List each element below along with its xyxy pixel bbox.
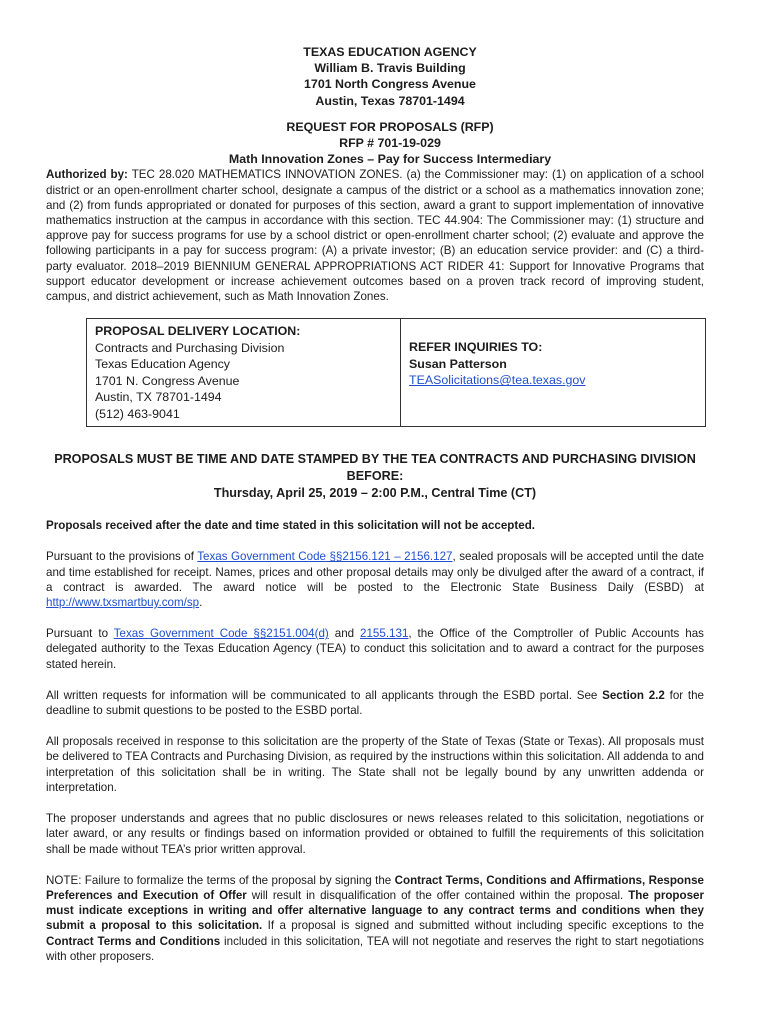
gov-code-2156-link[interactable]: Texas Government Code §§2156.121 – 2156.127 bbox=[197, 550, 453, 564]
inquiries-cell bbox=[401, 319, 706, 427]
authorized-label: Authorized by: bbox=[46, 168, 128, 182]
p2-text: , the Office of the Comptroller of Public Accounts has delegated authority to the Texas Education Agency (TEA) to conduct this solicitation and to award a contract for the purposes stated herein. bbox=[46, 627, 704, 671]
paragraph-written-requests bbox=[46, 688, 704, 718]
p3-text: All written requests for information will be communicated to all applicants through the ESBD portal. See bbox=[46, 688, 603, 702]
rfp-number: RFP # 701-19-029 bbox=[339, 136, 441, 151]
contact-name: Susan Patterson bbox=[409, 356, 507, 371]
p2-text: and bbox=[328, 627, 361, 641]
document-header bbox=[76, 44, 704, 167]
delivery-title: PROPOSAL DELIVERY LOCATION: bbox=[95, 324, 301, 339]
delivery-line: Austin, TX 78701-1494 bbox=[95, 390, 222, 405]
deadline-block bbox=[46, 451, 704, 502]
note-bold: Contract Terms, Conditions and Affirmations, Response Preferences and Execution of Offer bbox=[46, 873, 704, 902]
building-name: William B. Travis Building bbox=[314, 61, 466, 76]
note-text: If a proposal is signed and submitted without including specific exceptions to the bbox=[262, 919, 704, 933]
authorized-text: TEC 28.020 MATHEMATICS INNOVATION ZONES. (a) the Commissioner may: (1) on application of a school district or an open-enrollment charter school, designate a campus of the district or a school as a mathematics innovation zone; and (2) from funds appropriated or donated for purposes of this section, award a grant to support implementation of innovative mathematics instruction at the campus in accordance with this section. TEC 44.904: The Commissioner may: (1) structure and approve pay for success programs for use by a school district or open-enrollment charter school; (2) evaluate and approve the following participants in a pay for success program: (A) a private investor; (B) an education service provider: and (C) a third-party evaluator. 2018–2019 BIENNIUM GENERAL APPROPRIATIONS ACT RIDER 41: Support for Innovative Programs that support educator development or increase achievement outcomes based on a proven track record of improving student, campus, and district achievement, such as Math Innovation Zones. bbox=[46, 168, 704, 304]
section-reference: Section 2.2 bbox=[602, 688, 665, 702]
paragraph-disclosures: The proposer understands and agrees that no public disclosures or news releases related to this solicitation, negotiations or later award, or any results or findings based on information provided or obtained to fulfill the requirements of this solicitation shall be made without TEA’s prior written approval. bbox=[46, 812, 704, 856]
paragraph-property: All proposals received in response to this solicitation are the property of the State of Texas (State or Texas). All proposals must be delivered to TEA Contracts and Purchasing Division, as required by the instructions within this solicitation. All addenda to and interpretation of this solicitation shall be in writing. The State shall not be legally bound by any unwritten addenda or interpretation. bbox=[46, 735, 704, 794]
late-proposal-notice: Proposals received after the date and time stated in this solicitation will not be accepted. bbox=[46, 519, 535, 533]
delivery-line: Texas Education Agency bbox=[95, 357, 231, 372]
deadline-heading: PROPOSALS MUST BE TIME AND DATE STAMPED BY THE TEA CONTRACTS AND PURCHASING DIVISION BEFORE: bbox=[54, 452, 696, 484]
inquiries-title: REFER INQUIRIES TO: bbox=[409, 340, 543, 355]
paragraph-note bbox=[46, 873, 704, 964]
gov-code-2155-link[interactable]: 2155.131 bbox=[360, 627, 409, 641]
note-text: included in this solicitation, TEA will not negotiate and reserves the right to start negotiations with other proposers. bbox=[46, 934, 704, 963]
note-text: NOTE: Failure to formalize the terms of the proposal by signing the bbox=[46, 873, 395, 887]
deadline-date: Thursday, April 25, 2019 – 2:00 P.M., Central Time (CT) bbox=[213, 486, 537, 501]
p1-text: Pursuant to the provisions of bbox=[46, 550, 198, 564]
note-bold: Contract Terms and Conditions bbox=[46, 934, 221, 948]
contact-email-link[interactable]: TEASolicitations@tea.texas.gov bbox=[409, 373, 586, 388]
street-address: 1701 North Congress Avenue bbox=[304, 77, 476, 92]
gov-code-2151-link[interactable]: Texas Government Code §§2151.004(d) bbox=[113, 627, 329, 641]
delivery-location-cell bbox=[87, 319, 401, 427]
city-address: Austin, Texas 78701-1494 bbox=[315, 93, 465, 108]
rfp-subject: Math Innovation Zones – Pay for Success Intermediary bbox=[228, 152, 552, 167]
delivery-line: Contracts and Purchasing Division bbox=[95, 340, 285, 355]
delivery-line: (512) 463-9041 bbox=[95, 406, 180, 421]
contact-table bbox=[86, 318, 706, 427]
authorization-paragraph bbox=[46, 167, 704, 304]
paragraph-delegated-authority bbox=[46, 626, 704, 672]
delivery-line: 1701 N. Congress Avenue bbox=[95, 373, 240, 388]
agency-name: TEXAS EDUCATION AGENCY bbox=[303, 45, 477, 59]
p3-text: for the deadline to submit questions to be posted to the ESBD portal. bbox=[46, 688, 704, 718]
p2-text: Pursuant to bbox=[46, 627, 114, 641]
p1-text: , sealed proposals will be accepted until the date and time established for receipt. Names, prices and other proposal details may only be divulged after the award of a contract, if a contract is awarded. The award notice will be posted to the Electronic State Business Daily (ESBD) at bbox=[46, 550, 704, 594]
note-bold: The proposer must indicate exceptions in writing and offer alternative language to any contract terms and conditions when they submit a proposal to this solicitation. bbox=[46, 888, 704, 933]
note-text: will result in disqualification of the offer contained within the proposal. bbox=[246, 888, 629, 902]
esbd-url-link[interactable]: http://www.txsmartbuy.com/sp bbox=[46, 596, 200, 610]
rfp-title: REQUEST FOR PROPOSALS (RFP) bbox=[286, 119, 494, 134]
paragraph-sealed-proposals bbox=[46, 549, 704, 610]
p1-text: . bbox=[199, 596, 203, 610]
